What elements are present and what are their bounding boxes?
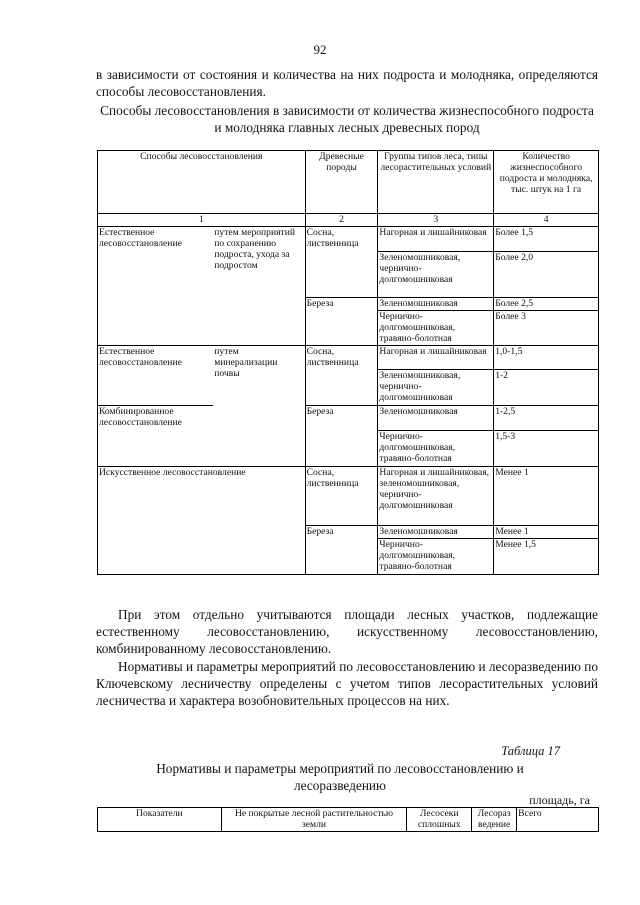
header-non-forested: Не покрытые лесной растительностью земли <box>221 808 407 832</box>
header-forest-types: Группы типов леса, типы лесорастительных условий <box>378 151 494 214</box>
table-cell: Более 3 <box>494 311 599 346</box>
table-cell: Менее 1 <box>494 526 599 539</box>
table-cell: Нагорная и лишайниковая, зеленомошниковая, чернично-долгомошниковая <box>378 467 494 526</box>
species-birch: Береза <box>305 406 378 467</box>
method-combined: Комбинированное лесовосстановление <box>98 406 214 467</box>
header-species: Древесные породы <box>305 151 378 214</box>
header-clearcuts: Лесосеки сплошных <box>407 808 472 832</box>
header-afforestation: Лесораз ведение <box>472 808 517 832</box>
table-cell: Более 1,5 <box>494 227 599 252</box>
col-number-2: 2 <box>305 214 378 227</box>
page-number: 92 <box>313 42 327 57</box>
table-cell: Менее 1,5 <box>494 539 599 575</box>
table-cell: Зеленомошниковая, чернично-долгомошниковая <box>378 252 494 298</box>
table-cell: Более 2,0 <box>494 252 599 298</box>
table-cell: 1,0-1,5 <box>494 346 599 370</box>
header-total: Всего <box>517 808 599 832</box>
col-number-4: 4 <box>494 214 599 227</box>
paragraph-2: Нормативы и параметры мероприятий по лесовосстановлению и лесоразведению по Ключевскому лесничеству определены с учетом типов лесорастительных условий лесничества и характера возобновительных процессов на них. <box>96 659 598 708</box>
species-pine: Сосна, лиственница <box>305 467 378 526</box>
header-quantity: Количество жизнеспособного подроста и молодняка, тыс. штук на 1 га <box>494 151 599 214</box>
table-cell: Нагорная и лишайниковая <box>378 346 494 370</box>
unit-label: площадь, га <box>529 793 590 807</box>
table-cell: Чернично-долгомошниковая, травяно-болотная <box>378 311 494 346</box>
header-methods: Способы лесовосстановления <box>98 151 306 214</box>
table-cell: 1-2 <box>494 370 599 406</box>
col-number-1: 1 <box>98 214 306 227</box>
intro-paragraph: в зависимости от состояния и количества на них подроста и молодняка, определяются способы лесовосстановления. <box>96 67 598 99</box>
table-cell: Чернично-долгомошниковая, травяно-болотная <box>378 431 494 467</box>
paragraph-1: При этом отдельно учитываются площади лесных участков, подлежащие естественному лесовосстановлению, искусственному лесовосстановлению, комбинированному лесовосстановлению. <box>96 607 598 656</box>
method-natural-2-way: путем минерализации почвы <box>213 346 305 467</box>
col-number-3: 3 <box>378 214 494 227</box>
method-natural-1-way: путем мероприятий по сохранению подроста, ухода за подростом <box>213 227 305 346</box>
species-birch: Береза <box>305 526 378 575</box>
species-pine: Сосна, лиственница <box>305 227 378 298</box>
table17 <box>97 807 599 832</box>
method-natural-2: Естественное лесовосстановление <box>98 346 214 406</box>
table-cell: Зеленомошниковая <box>378 298 494 311</box>
table17-title: Нормативы и параметры мероприятий по лесовосстановлению и лесоразведению <box>156 761 524 793</box>
table17-label: Таблица 17 <box>501 744 560 758</box>
table-cell: Зеленомошниковая <box>378 526 494 539</box>
header-indicators: Показатели <box>98 808 222 832</box>
species-pine: Сосна, лиственница <box>305 346 378 406</box>
table-cell: Более 2,5 <box>494 298 599 311</box>
table-cell: Нагорная и лишайниковая <box>378 227 494 252</box>
species-birch: Береза <box>305 298 378 346</box>
table1-title: Способы лесовосстановления в зависимости от количества жизнеспособного подроста и молодняка главных лесных древесных пород <box>100 103 594 135</box>
table-cell: 1-2,5 <box>494 406 599 431</box>
table-cell: 1,5-3 <box>494 431 599 467</box>
method-artificial: Искусственное лесовосстановление <box>98 467 306 575</box>
method-natural-1: Естественное лесовосстановление <box>98 227 214 346</box>
table-cell: Менее 1 <box>494 467 599 526</box>
table-cell: Чернично-долгомошниковая, травяно-болотная <box>378 539 494 575</box>
table-cell: Зеленомошниковая, чернично-долгомошниковая <box>378 370 494 406</box>
regeneration-methods-table <box>97 150 599 575</box>
table-cell: Зеленомошниковая <box>378 406 494 431</box>
